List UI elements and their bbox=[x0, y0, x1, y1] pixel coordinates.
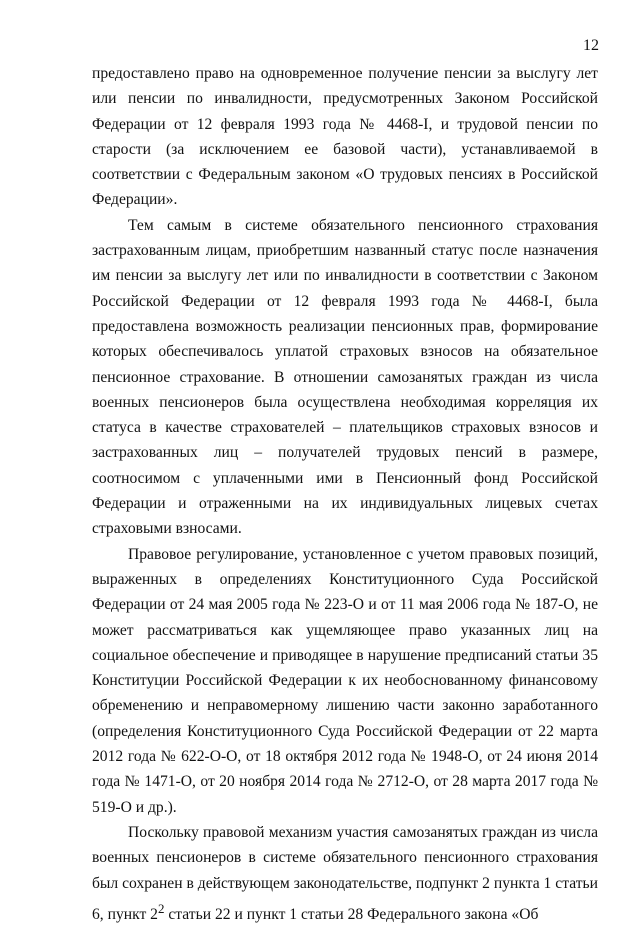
paragraph-3: Правовое регулирование, установленное с учетом правовых позиций, выраженных в определениях Конституционного Суда Российской Федерации от 24 мая 2005 года № 223-О и от 11 мая 2006 года № 187-О, не может рассматриваться как ущемляющее право указанных лиц на социальное обеспечение и приводящее в нарушение предписаний статьи 35 Конституции Российской Федерации к их необоснованному финансовому обременению и неправомерному лишению части законно заработанного (определения Конституционного Суда Российской Федерации от 22 марта 2012 года № 622-О-О, от 18 октября 2012 года № 1948-О, от 24 июня 2014 года № 1471-О, от 20 ноября 2014 года № 2712-О, от 28 марта 2017 года № 519-О и др.). bbox=[92, 545, 598, 816]
paragraph-4-text-start: Поскольку правовой механизм участия самозанятых граждан из числа военных пенсионеров в системе обязательного пенсионного страхования был сохранен в действующем законодательстве, подпункт 2 пункта 1 статьи 6, пункт 2 bbox=[92, 823, 598, 923]
document-body bbox=[92, 61, 598, 927]
paragraph-2: Тем самым в системе обязательного пенсионного страхования застрахованным лицам, приобретшим названный статус после назначения им пенсии за выслугу лет или по инвалидности в соответствии с Законом Российской Федерации от 12 февраля 1993 года № 4468-I, была предоставлена возможность реализации пенсионных прав, формирование которых обеспечивалось уплатой страховых взносов на обязательное пенсионное страхование. В отношении самозанятых граждан из числа военных пенсионеров была осуществлена необходимая корреляция их статуса в качестве страхователей – плательщиков страховых взносов и застрахованных лиц – получателей трудовых пенсий в размере, соотносимом с уплаченными ими в Пенсионный фонд Российской Федерации и отраженными на их индивидуальных лицевых счетах страховыми взносами. bbox=[92, 216, 598, 538]
superscript-2: 2 bbox=[157, 900, 165, 916]
paragraph-4 bbox=[92, 820, 598, 927]
page-number: 12 bbox=[583, 37, 599, 54]
paragraph-4-text-end: статьи 22 и пункт 1 статьи 28 Федерального закона «Об bbox=[164, 905, 539, 923]
paragraph-1: предоставлено право на одновременное получение пенсии за выслугу лет или пенсии по инвалидности, предусмотренных Законом Российской Федерации от 12 февраля 1993 года № 4468-I, и трудовой пенсии по старости (за исключением ее базовой части), устанавливаемой в соответствии с Федеральным законом «О трудовых пенсиях в Российской Федерации». bbox=[92, 65, 598, 209]
